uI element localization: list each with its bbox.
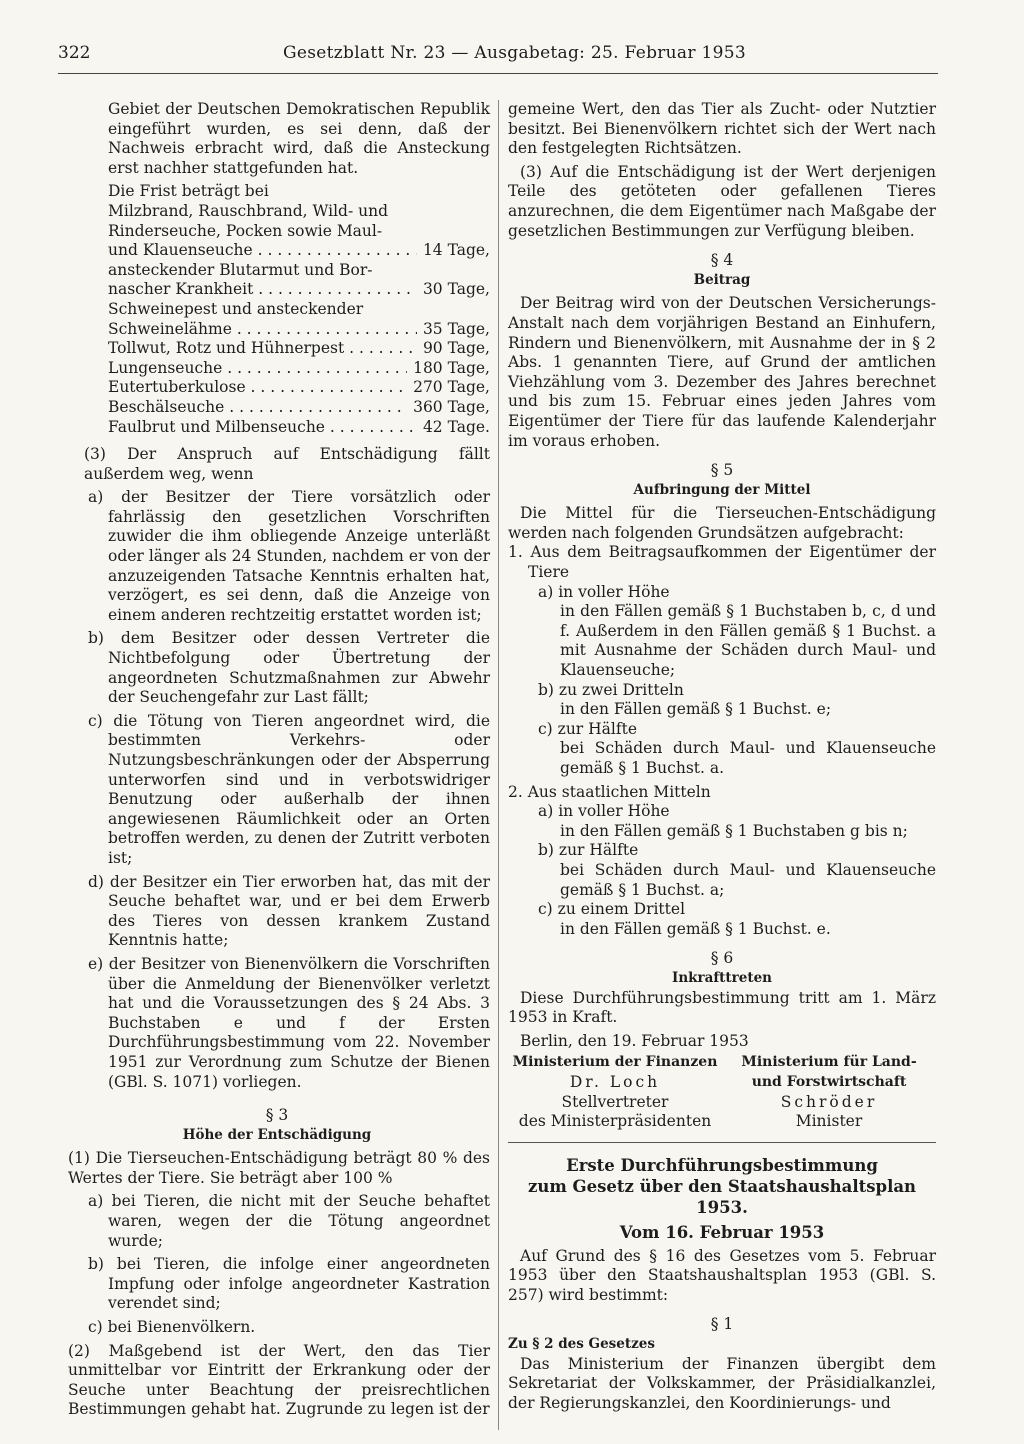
abs3-intro: (3) Der Anspruch auf Entschädigung fällt außerdem weg, wenn (84, 445, 490, 483)
intro-paragraph: Gebiet der Deutschen Demokratischen Republik eingeführt wurden, es sei denn, daß der Nachweis erbracht wird, daß die Ansteckung erst nachher stattgefunden hat. (108, 100, 490, 177)
frist-days: 35 Tage, (422, 319, 490, 338)
frist-days: 14 Tage, (422, 241, 490, 260)
new-regulation-title: zum Gesetz über den Staatshaushaltsplan 1953. (527, 1176, 917, 1217)
frist-row (64, 280, 490, 300)
frist-days: 30 Tage, (422, 280, 490, 299)
frist-row (64, 378, 490, 398)
signer-role: Minister (795, 1112, 863, 1131)
item-text: in den Fällen gemäß § 1 Buchstaben g bis n; (560, 821, 908, 840)
new-section-1-sub: Zu § 2 des Gesetzes (508, 1336, 655, 1353)
section-6-number: § 6 (710, 949, 734, 968)
left-column (64, 100, 490, 1420)
signature-block (508, 1053, 936, 1131)
abs3-paragraph: (3) Auf die Entschädigung ist der Wert derjenigen Teile des getöteten oder gefallenen Tieres anzurechnen, die dem Eigentümer nach Maßgabe der gesetzlichen Bestimmungen zur Verfügung bleiben. (508, 162, 936, 240)
signer-role: des Ministerpräsidenten (518, 1112, 712, 1131)
frist-disease: Beschälseuche . . . (108, 398, 407, 418)
new-section-1-text: Das Ministerium der Finanzen übergibt dem Sekretariat der Volkskammer, der Präsidialkanzlei, der Regierungskanzlei, den Koordinierungs- und (508, 1354, 936, 1412)
item-label: b) zur Hälfte (538, 841, 639, 860)
running-title: Gesetzblatt Nr. 23 — Ausgabetag: 25. Februar 1953 (283, 43, 746, 63)
frist-days: 90 Tage, (422, 339, 490, 358)
item-text: in den Fällen gemäß § 1 Buchstaben b, c, d und f. Außerdem in den Fällen gemäß § 1 Buchst. a mit Ausnahme der Schäden durch Maul- und Klauenseuche; (560, 602, 936, 680)
frist-row-2-line-1: ansteckender Blutarmut und Bor- (108, 260, 373, 279)
section-3-item-c: c) bei Bienenvölkern. (88, 1318, 256, 1337)
section-separator (508, 1142, 936, 1143)
item-label: c) zu einem Drittel (538, 900, 686, 919)
signer-name: Schröder (780, 1092, 878, 1111)
frist-table (64, 202, 490, 437)
abs3-item-c: c) die Tötung von Tieren angeordnet wird, die bestimmten Verkehrs- oder Nutzungsbeschränkungen oder der Absperrung unterworfen sind und in verbotswidriger Benutzung oder außerhalb der ihnen angewiesenen Räumlichkeit oder an Orten betroffen werden, zu denen der Zutritt verboten ist; (88, 711, 490, 867)
section-4-number: § 4 (710, 251, 734, 270)
section-5-intro: Die Mittel für die Tierseuchen-Entschädigung werden nach folgenden Grundsätzen aufgebracht: (508, 504, 936, 542)
signer-name: Dr. Loch (569, 1072, 661, 1091)
frist-disease: nascher Krankheit . . . (108, 280, 417, 300)
frist-row (64, 359, 490, 379)
header-rule (58, 73, 938, 74)
signature-left (508, 1053, 722, 1131)
section-5-number: § 5 (710, 461, 734, 480)
new-section-1: § 1 (710, 1315, 734, 1334)
frist-row (64, 339, 490, 359)
item-text: bei Schäden durch Maul- und Klauenseuche gemäß § 1 Buchst. a. (560, 739, 936, 777)
item-text: bei Schäden durch Maul- und Klauenseuche gemäß § 1 Buchst. a; (560, 860, 936, 899)
abs3-item-e: e) der Besitzer von Bienenvölkern die Vorschriften über die Anmeldung der Bienenvölker verletzt hat und die Voraussetzungen des § 24 Abs. 3 Buchstaben e und f der Ersten Durchführungsbestimmung vom 22. November 1951 zur Verordnung zum Schutze der Bienen (GBl. S. 1071) vorliegen. (88, 954, 490, 1091)
frist-row (64, 398, 490, 418)
signer-role: Stellvertreter (561, 1092, 669, 1111)
column-divider (498, 100, 499, 1430)
right-column (508, 100, 936, 1413)
frist-days: 42 Tage. (422, 417, 490, 436)
frist-days: 360 Tage, (413, 397, 490, 416)
frist-days: 180 Tage, (413, 358, 490, 377)
frist-days: 270 Tage, (413, 378, 490, 397)
new-regulation-title: Erste Durchführungsbestimmung (566, 1155, 878, 1175)
item-text: in den Fällen gemäß § 1 Buchst. e. (560, 919, 831, 938)
frist-intro: Die Frist beträgt bei (108, 182, 269, 201)
section-3-number: § 3 (265, 1106, 289, 1125)
frist-disease: Lungenseuche . . . (108, 359, 407, 379)
frist-row-3-line-1: Schweinepest und ansteckender (108, 299, 364, 318)
frist-disease: Schweinelähme . . . (108, 320, 417, 340)
frist-row-1-line-2: Rinderseuche, Pocken sowie Maul- (108, 221, 383, 240)
continued-paragraph: gemeine Wert, den das Tier als Zucht- oder Nutztier besitzt. Bei Bienenvölkern richtet sich der Wert nach den festgelegten Richtsätzen. (508, 100, 936, 158)
item-label: b) zu zwei Dritteln (538, 680, 684, 699)
ministry-agriculture: und Forstwirtschaft (751, 1073, 907, 1090)
page-header (58, 44, 938, 72)
ministry-agriculture: Ministerium für Land- (741, 1054, 917, 1071)
section-6-title: Inkrafttreten (672, 969, 772, 986)
frist-row (64, 418, 490, 438)
new-regulation-date: Vom 16. Februar 1953 (619, 1222, 825, 1242)
section-3-title: Höhe der Entschädigung (182, 1126, 372, 1143)
section-3-abs2: (2) Maßgebend ist der Wert, den das Tier unmittelbar vor Eintritt der Erkrankung oder der Seuche unter Beachtung der preisrechtlichen Bestimmungen gehabt hat. Zugrunde zu legen ist der (68, 1341, 490, 1419)
frist-row-1-line-1: Milzbrand, Rauschbrand, Wild- und (108, 201, 389, 220)
page-number: 322 (58, 43, 91, 63)
section-5-title: Aufbringung der Mittel (633, 481, 811, 498)
frist-disease: Faulbrut und Milbenseuche . . . (108, 418, 417, 438)
ministry-finance: Ministerium der Finanzen (512, 1054, 718, 1071)
new-regulation-intro: Auf Grund des § 16 des Gesetzes vom 5. Februar 1953 über den Staatshaushaltsplan 1953 (GBl. S. 257) wird bestimmt: (508, 1246, 936, 1304)
abs3-item-a: a) der Besitzer der Tiere vorsätzlich oder fahrlässig den gesetzlichen Vorschriften zuwider die ihm obliegende Anzeige unterläßt oder länger als 24 Stunden, nachdem er von der anzuzeigenden Tatsache Kenntnis erhalten hat, verzögert, es sei denn, daß die Anzeige von einem anderen rechtzeitig erstattet worden ist; (88, 488, 490, 624)
frist-disease: und Klauenseuche . . . (108, 241, 417, 261)
item-text: in den Fällen gemäß § 1 Buchst. e; (560, 700, 832, 719)
section-4-text: Der Beitrag wird von der Deutschen Versicherungs-Anstalt nach dem vorjährigen Bestand an Einhufern, Rindern und Bienenvölkern, mit Ausnahme der in § 2 Abs. 1 genannten Tiere, auf Grund der amtlichen Viehzählung vom 3. Dezember des Jahres berechnet und bis zum 15. Februar eines jeden Jahres vom Eigentümer der Tiere für das laufende Kalenderjahr im voraus erhoben. (508, 294, 936, 450)
abs3-item-d: d) der Besitzer ein Tier erworben hat, das mit der Seuche behaftet war, und er bei dem Erwerb des Tieres von dessen krankem Zustand Kenntnis hatte; (88, 872, 490, 950)
frist-disease: Eutertuberkulose . . . (108, 378, 407, 398)
place-date: Berlin, den 19. Februar 1953 (520, 1031, 749, 1050)
section-5-point-1: 1. Aus dem Beitragsaufkommen der Eigentümer der Tiere (508, 543, 936, 582)
item-label: a) in voller Höhe (538, 582, 670, 601)
section-3-abs1: (1) Die Tierseuchen-Entschädigung beträgt 80 % des Wertes der Tiere. Sie beträgt aber 100 % (68, 1149, 490, 1187)
section-3-item-a: a) bei Tieren, die nicht mit der Seuche behaftet waren, wegen der die Tötung angeordnet wurde; (88, 1192, 490, 1250)
frist-row (64, 241, 490, 261)
frist-row (64, 320, 490, 340)
abs3-item-b: b) dem Besitzer oder dessen Vertreter die Nichtbefolgung oder Übertretung der angeordneten Schutzmaßnahmen zur Abwehr der Seuchengefahr zur Last fällt; (88, 629, 490, 707)
section-3-item-b: b) bei Tieren, die infolge einer angeordneten Impfung oder infolge angeordneter Kastration verendet sind; (88, 1255, 490, 1313)
item-label: c) zur Hälfte (538, 719, 637, 738)
item-label: a) in voller Höhe (538, 802, 670, 821)
frist-disease: Tollwut, Rotz und Hühnerpest . . . (108, 339, 417, 359)
signature-right (722, 1053, 936, 1131)
section-5-point-2-items (508, 802, 936, 939)
section-4-title: Beitrag (693, 271, 751, 288)
section-6-text: Diese Durchführungsbestimmung tritt am 1. März 1953 in Kraft. (508, 988, 936, 1027)
section-5-point-2: 2. Aus staatlichen Mitteln (508, 782, 711, 801)
section-5-point-1-items (508, 583, 936, 779)
